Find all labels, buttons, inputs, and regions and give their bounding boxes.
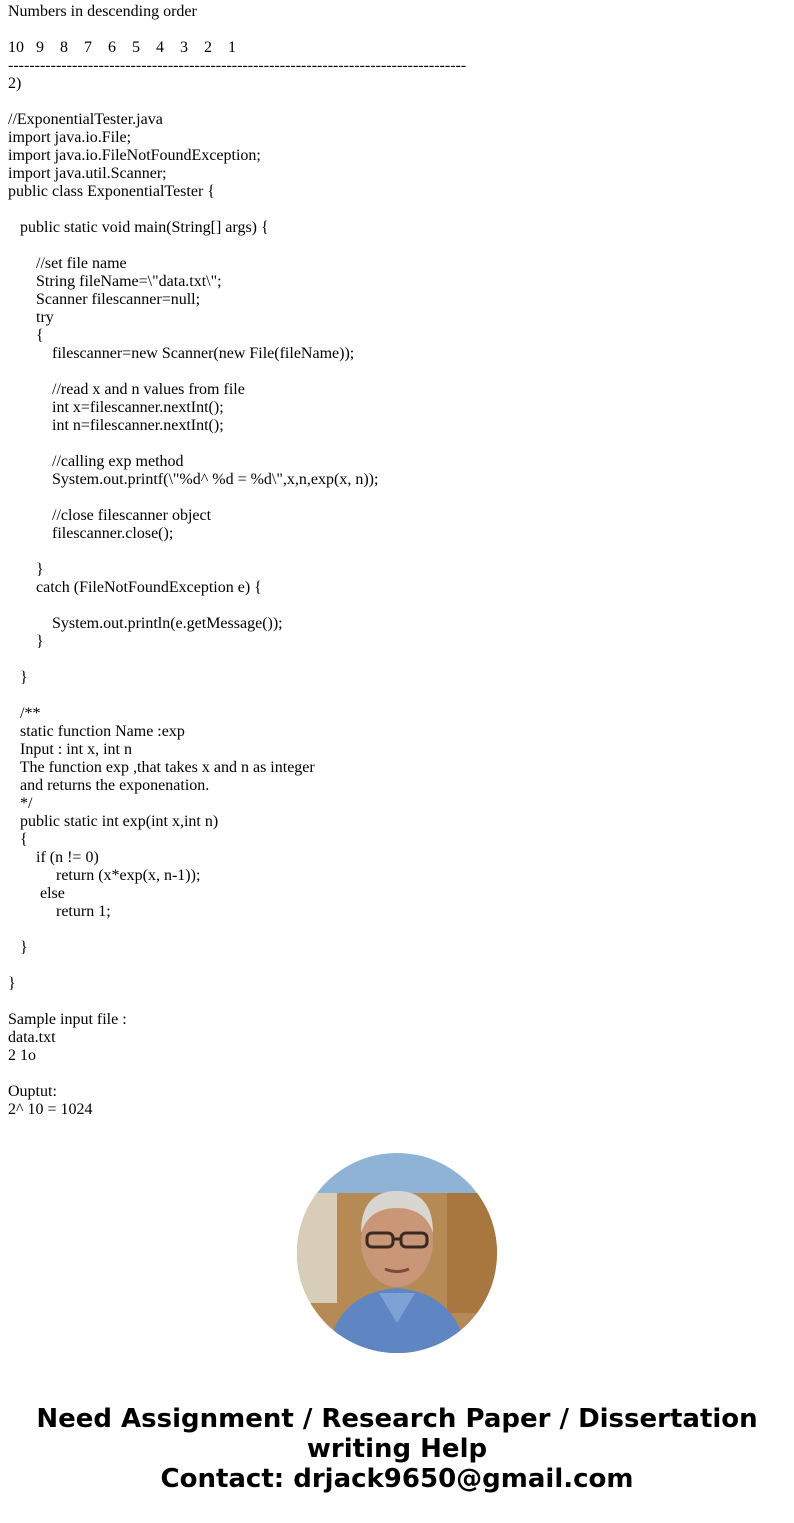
- text-line: import java.util.Scanner;: [8, 165, 167, 182]
- author-photo: [297, 1153, 497, 1353]
- text-line: }: [8, 975, 16, 992]
- text-line: }: [8, 939, 28, 956]
- text-line: //close filescanner object: [8, 507, 212, 524]
- blank-line: [8, 993, 788, 1011]
- text-line: 2 1o: [8, 1047, 36, 1064]
- text-line: Scanner filescanner=null;: [8, 291, 201, 308]
- text-line: }: [8, 633, 44, 650]
- text-line: filescanner=new Scanner(new File(fileName));: [8, 345, 355, 362]
- text-line: public static int exp(int x,int n): [8, 813, 219, 830]
- text-line: import java.io.FileNotFoundException;: [8, 147, 261, 164]
- text-line: String fileName=\"data.txt\";: [8, 273, 222, 290]
- text-line: try: [8, 309, 54, 326]
- blank-line: [8, 651, 788, 669]
- text-line: 2): [8, 75, 22, 92]
- text-line: /**: [8, 705, 41, 722]
- document-body: [8, 3, 788, 1119]
- text-line: }: [8, 669, 28, 686]
- text-line: System.out.printf(\"%d^ %d = %d\",x,n,exp(x, n));: [8, 471, 379, 488]
- blank-line: [8, 93, 788, 111]
- blank-line: [8, 957, 788, 975]
- text-line: The function exp ,that takes x and n as integer: [8, 759, 315, 776]
- text-line: {: [8, 831, 28, 848]
- text-line: {: [8, 327, 44, 344]
- text-line: public static void main(String[] args) {: [8, 219, 269, 236]
- text-line: return (x*exp(x, n-1));: [8, 867, 201, 884]
- promo-line-1: Need Assignment / Research Paper / Dissertation: [36, 1404, 758, 1434]
- text-line: else: [8, 885, 65, 902]
- text-line: //set file name: [8, 255, 127, 272]
- text-line: //ExponentialTester.java: [8, 111, 163, 128]
- text-line: //calling exp method: [8, 453, 184, 470]
- text-line: Ouptut:: [8, 1083, 57, 1100]
- blank-line: [8, 543, 788, 561]
- blank-line: [8, 363, 788, 381]
- blank-line: [8, 237, 788, 255]
- blank-line: [8, 597, 788, 615]
- text-line: and returns the exponenation.: [8, 777, 210, 794]
- text-line: catch (FileNotFoundException e) {: [8, 579, 262, 596]
- text-line: //read x and n values from file: [8, 381, 245, 398]
- text-line: Input : int x, int n: [8, 741, 132, 758]
- text-line: System.out.println(e.getMessage());: [8, 615, 283, 632]
- text-line: data.txt: [8, 1029, 56, 1046]
- text-line: int n=filescanner.nextInt();: [8, 417, 224, 434]
- blank-line: [8, 21, 788, 39]
- text-line: filescanner.close();: [8, 525, 174, 542]
- text-line: import java.io.File;: [8, 129, 132, 146]
- blank-line: [8, 201, 788, 219]
- text-line: }: [8, 561, 44, 578]
- text-line: */: [8, 795, 33, 812]
- text-line: int x=filescanner.nextInt();: [8, 399, 224, 416]
- promo-line-2: writing Help: [306, 1434, 488, 1464]
- text-line: Sample input file :: [8, 1011, 127, 1028]
- text-line: 2^ 10 = 1024: [8, 1101, 93, 1118]
- blank-line: [8, 687, 788, 705]
- promo-line-3: Contact: drjack9650@gmail.com: [160, 1464, 634, 1494]
- text-line: Numbers in descending order: [8, 3, 197, 20]
- blank-line: [8, 921, 788, 939]
- promo-banner: [0, 1404, 794, 1494]
- author-photo-image: [297, 1153, 497, 1353]
- text-line: static function Name :exp: [8, 723, 185, 740]
- blank-line: [8, 1065, 788, 1083]
- text-line: 10 9 8 7 6 5 4 3 2 1: [8, 39, 236, 56]
- blank-line: [8, 435, 788, 453]
- text-line: return 1;: [8, 903, 111, 920]
- blank-line: [8, 489, 788, 507]
- text-line: --------------------------------------------------------------------------------------: [8, 57, 467, 74]
- text-line: if (n != 0): [8, 849, 99, 866]
- text-line: public class ExponentialTester {: [8, 183, 215, 200]
